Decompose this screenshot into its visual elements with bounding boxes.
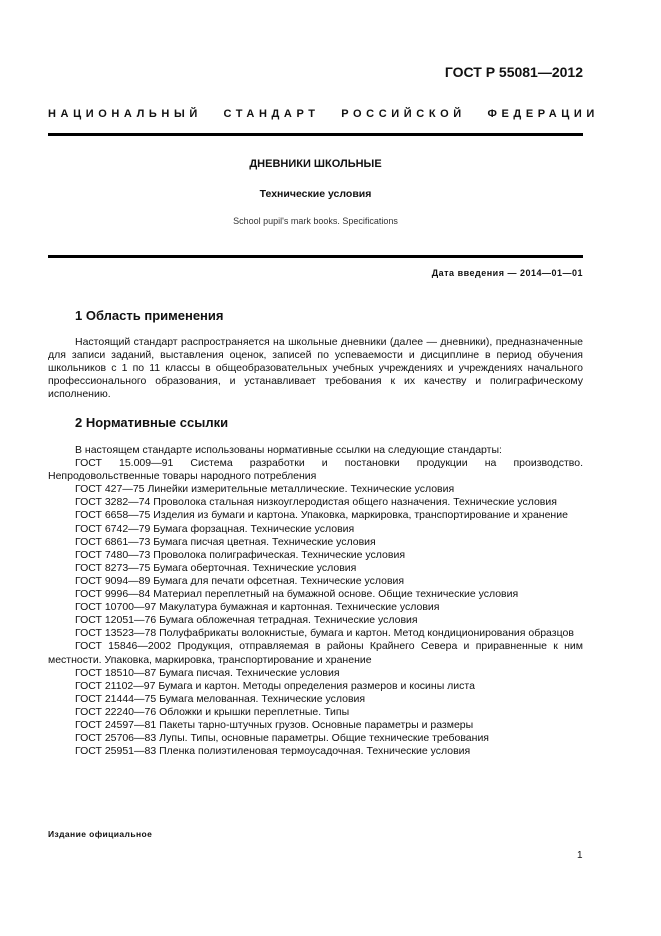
bottom-divider [48, 255, 583, 258]
reference-item: ГОСТ 427—75 Линейки измерительные металлические. Технические условия [75, 483, 455, 496]
reference-item: ГОСТ 22240—76 Обложки и крышки переплетные. Типы [75, 705, 350, 718]
document-code: ГОСТ Р 55081—2012 [444, 64, 583, 80]
section-2-heading: 2 Нормативные ссылки [75, 415, 229, 430]
paragraph: Настоящий стандарт распространяется на школьные дневники (далее — дневники), предназначенные для записи заданий, выставления оценок, записей по успеваемости и дисциплине в период обучения школьников с 1 по 11 классы в общеобразовательных учебных учреждениях и учреждениях начального профессионального образования, и устанавливает требования к их качеству и полиграфическому исполнению. [48, 336, 583, 401]
reference-item: ГОСТ 12051—76 Бумага обложечная тетрадная. Технические условия [75, 614, 418, 627]
reference-item: ГОСТ 9996—84 Материал переплетный на бумажной основе. Общие технические условия [75, 588, 519, 601]
reference-item: ГОСТ 25706—83 Лупы. Типы, основные параметры. Общие технические требования [75, 732, 489, 745]
document-title: ДНЕВНИКИ ШКОЛЬНЫЕ [249, 158, 382, 170]
reference-item: ГОСТ 6861—73 Бумага писчая цветная. Технические условия [75, 535, 376, 548]
reference-item: ГОСТ 25951—83 Пленка полиэтиленовая термоусадочная. Технические условия [75, 745, 471, 758]
top-divider [48, 133, 583, 136]
reference-item: ГОСТ 15846—2002 Продукция, отправляемая в районы Крайнего Севера и приравненные к ним местности. Упаковка, маркировка, транспортирование и хранение [48, 640, 583, 666]
page-number: 1 [577, 850, 583, 861]
reference-item: ГОСТ 10700—97 Макулатура бумажная и картонная. Технические условия [75, 601, 440, 614]
national-standard-banner: НАЦИОНАЛЬНЫЙ СТАНДАРТ РОССИЙСКОЙ ФЕДЕРАЦИИ [48, 108, 599, 120]
reference-item: ГОСТ 6742—79 Бумага форзацная. Технические условия [75, 522, 355, 535]
introduction-date: Дата введения — 2014—01—01 [431, 268, 583, 278]
section-2-body [48, 444, 583, 758]
english-title: School pupil's mark books. Specifications [233, 216, 398, 226]
section-1-body [48, 336, 583, 401]
reference-item: ГОСТ 6658—75 Изделия из бумаги и картона. Упаковка, маркировка, транспортирование и хранение [75, 509, 568, 522]
official-edition-note: Издание официальное [48, 829, 153, 839]
reference-item: ГОСТ 8273—75 Бумага оберточная. Технические условия [75, 561, 357, 574]
reference-item: ГОСТ 15.009—91 Система разработки и постановки продукции на производство. Непродовольственные товары народного потребления [48, 457, 583, 483]
reference-item: ГОСТ 21444—75 Бумага мелованная. Технические условия [75, 692, 366, 705]
reference-item: ГОСТ 7480—73 Проволока полиграфическая. Технические условия [75, 548, 406, 561]
reference-item: ГОСТ 24597—81 Пакеты тарно-штучных грузов. Основные параметры и размеры [75, 718, 474, 731]
reference-item: ГОСТ 13523—78 Полуфабрикаты волокнистые, бумага и картон. Метод кондиционирования образцов [75, 627, 574, 640]
reference-item: ГОСТ 18510—87 Бумага писчая. Технические условия [75, 666, 340, 679]
section-1-heading: 1 Область применения [75, 308, 224, 323]
reference-item: ГОСТ 9094—89 Бумага для печати офсетная. Технические условия [75, 574, 405, 587]
reference-item: ГОСТ 3282—74 Проволока стальная низкоуглеродистая общего назначения. Технические условия [75, 496, 557, 509]
paragraph: В настоящем стандарте использованы нормативные ссылки на следующие стандарты: [75, 444, 502, 456]
document-subtitle: Технические условия [259, 188, 372, 200]
reference-item: ГОСТ 21102—97 Бумага и картон. Методы определения размеров и косины листа [75, 679, 475, 692]
